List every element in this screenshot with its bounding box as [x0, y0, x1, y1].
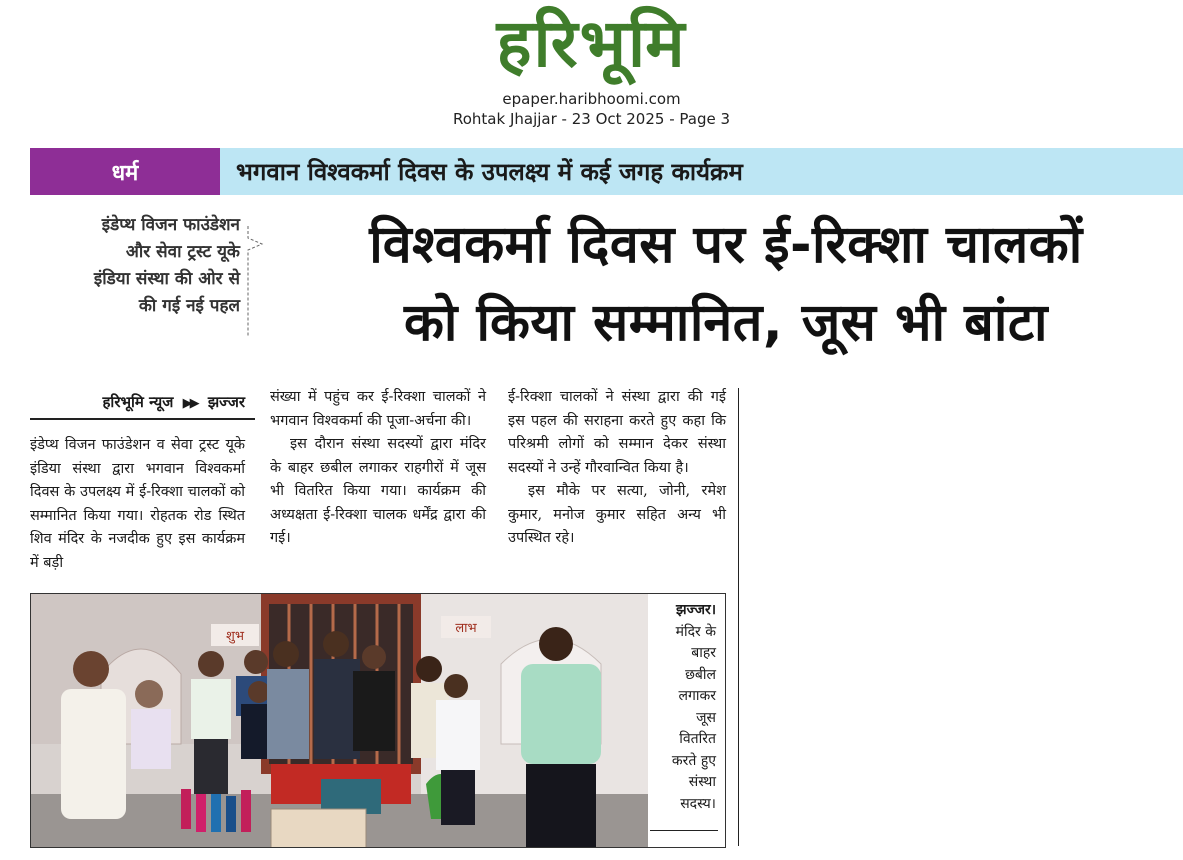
byline-place: झज्जर — [207, 393, 245, 411]
byline-source: हरिभूमि न्यूज — [102, 393, 174, 411]
body-column-3 — [508, 386, 726, 551]
caption-rule — [650, 830, 718, 831]
site-url[interactable]: epaper.haribhoomi.com — [502, 90, 681, 108]
shubh-sign: शुभ — [226, 629, 244, 644]
caption-line: करते हुए — [671, 752, 716, 769]
caption-line: सदस्य। — [680, 795, 716, 812]
caption-line: झज्जर। — [675, 602, 716, 618]
edition-info: Rohtak Jhajjar - 23 Oct 2025 - Page 3 — [452, 110, 731, 128]
caption-line: बाहर — [691, 645, 716, 661]
column-divider — [738, 388, 739, 846]
masthead-logo: हरिभूमि — [496, 5, 687, 82]
deck-line: इंडेप्थ विजन फाउंडेशन — [101, 215, 240, 235]
deck-line: इंडिया संस्था की ओर से — [93, 269, 240, 289]
kicker-strap: भगवान विश्वकर्मा दिवस के उपलक्ष्य में कई जगह कार्यक्रम — [220, 148, 1183, 195]
caption-line: संस्था — [688, 774, 716, 790]
body-column-1 — [30, 434, 245, 575]
caption-line: वितरित — [679, 731, 716, 747]
category-label: धर्म — [30, 148, 220, 195]
byline — [30, 392, 255, 420]
caption-line: लगाकर — [678, 688, 716, 704]
body-paragraph: इस दौरान संस्था सदस्यों द्वारा मंदिर के बाहर छबील लगाकर राहगीरों में जूस भी वितरित किया गया। कार्यक्रम की अध्यक्षता ई-रिक्शा चालक धर्मेंद्र द्वारा की गई। — [270, 436, 486, 546]
photo-caption — [650, 600, 716, 815]
photo-illustration — [31, 594, 726, 848]
caption-line: जूस — [696, 709, 716, 726]
headline — [276, 206, 1176, 362]
news-photo — [30, 593, 726, 848]
body-paragraph: इंडेप्थ विजन फाउंडेशन व सेवा ट्रस्ट यूके इंडिया संस्था द्वारा भगवान विश्वकर्मा दिवस के उपलक्ष्य में ई-रिक्शा चालकों को सम्मानित किया गया। रोहतक रोड स्थित शिव मंदिर के नजदीक हुए इस कार्यक्रम में बड़ी — [30, 437, 245, 571]
body-column-2 — [270, 386, 486, 551]
body-paragraph: ई-रिक्शा चालकों ने संस्था द्वारा की गई इस पहल की सराहना करते हुए कहा कि परिश्रमी लोगों को सम्मान देकर संस्था सदस्यों ने उन्हें गौरवान्वित किया है। — [508, 389, 726, 476]
deck-pointer-icon — [246, 226, 266, 336]
labh-sign: लाभ — [455, 621, 477, 636]
fast-forward-icon: ▶▶ — [182, 396, 197, 411]
headline-line: को किया सम्मानित, जूस भी बांटा — [403, 293, 1049, 353]
deck-line: की गई नई पहल — [138, 296, 240, 316]
deck — [40, 212, 240, 320]
deck-line: और सेवा ट्रस्ट यूके — [125, 242, 240, 262]
caption-line: मंदिर के — [675, 623, 716, 640]
body-paragraph: संख्या में पहुंच कर ई-रिक्शा चालकों ने भगवान विश्वकर्मा की पूजा-अर्चना की। — [270, 389, 486, 429]
caption-line: छबील — [685, 666, 716, 683]
body-paragraph: इस मौके पर सत्या, जोनी, रमेश कुमार, मनोज कुमार सहित अन्य भी उपस्थित रहे। — [508, 483, 726, 546]
headline-line: विश्वकर्मा दिवस पर ई-रिक्शा चालकों — [369, 215, 1083, 275]
